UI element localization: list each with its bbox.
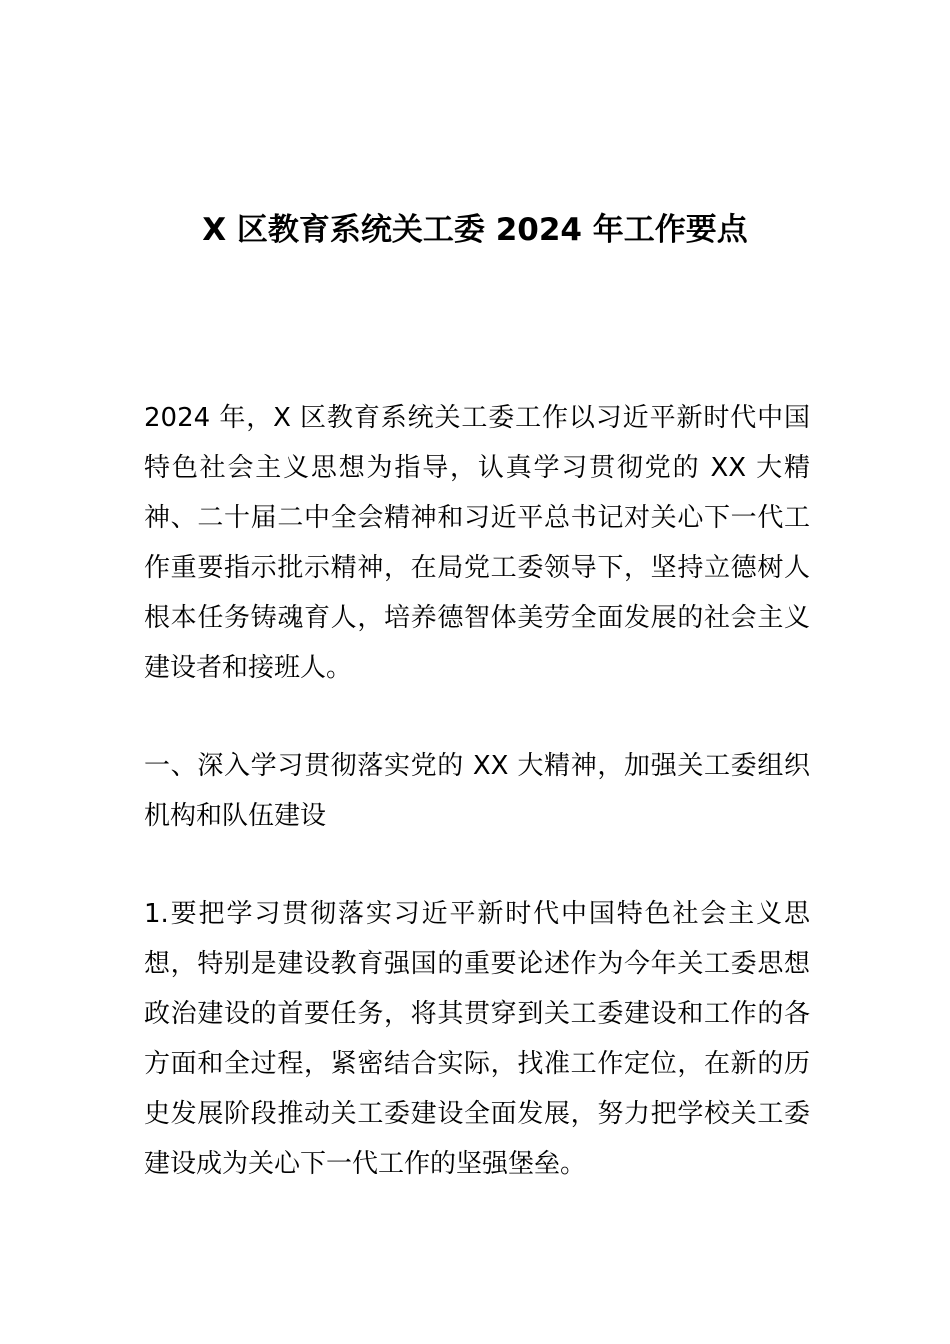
section-item-1: 1.要把学习贯彻落实习近平新时代中国特色社会主义思想，特别是建设教育强国的重要论述作为今年关工委思想政治建设的首要任务，将其贯穿到关工委建设和工作的各方面和全过程，紧密结合实际，找准工作定位，在新的历史发展阶段推动关工委建设全面发展，努力把学校关工委建设成为关心下一代工作的坚强堡垒。 [144, 899, 810, 1179]
intro-paragraph: 2024 年，X 区教育系统关工委工作以习近平新时代中国特色社会主义思想为指导，认真学习贯彻党的 XX 大精神、二十届二中全会精神和习近平总书记对关心下一代工作重要指示批示精神，在局党工委领导下，坚持立德树人根本任务铸魂育人，培养德智体美劳全面发展的社会主义建设者和接班人。 [144, 403, 810, 683]
section-heading-1: 一、深入学习贯彻落实党的 XX 大精神，加强关工委组织机构和队伍建设 [144, 751, 810, 831]
document-title: X 区教育系统关工委 2024 年工作要点 [202, 212, 748, 248]
